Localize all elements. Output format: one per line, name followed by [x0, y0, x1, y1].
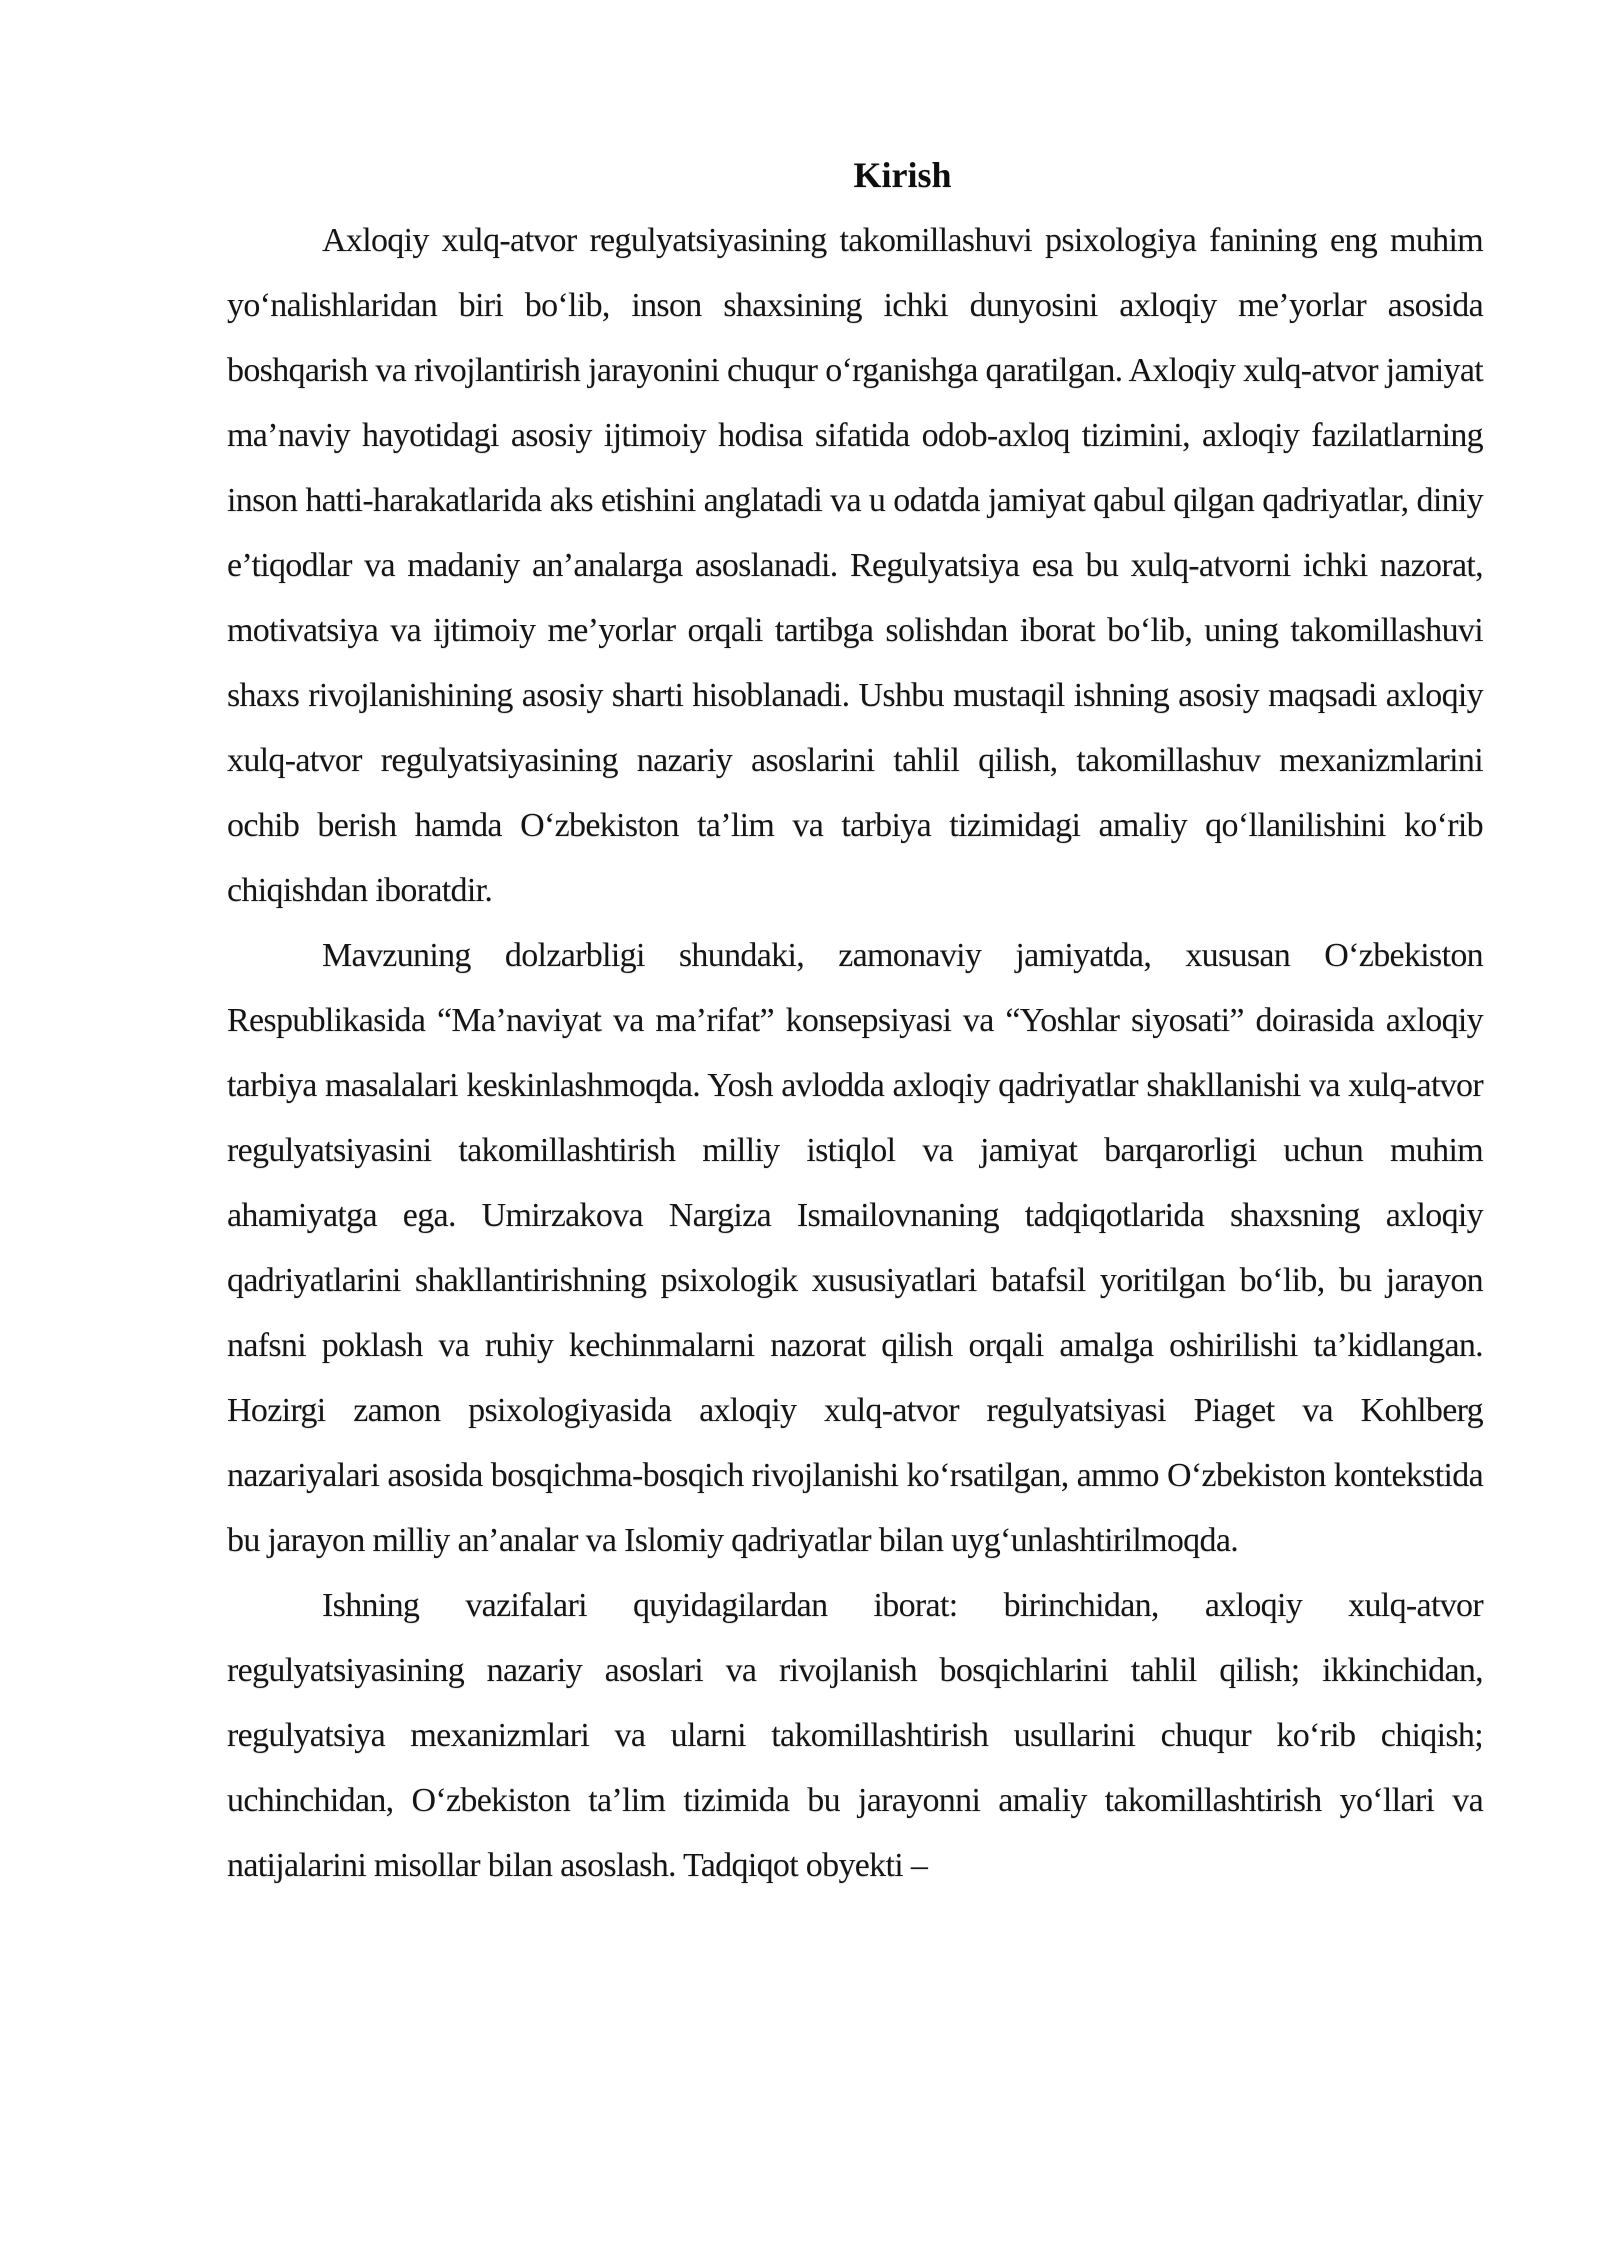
- paragraph-tasks: Ishning vazifalari quyidagilardan iborat: birinchidan, axloqiy xulq-atvor regulyatsiyasining nazariy asoslari va rivojlanish bosqichlarini tahlil qilish; ikkinchidan, regulyatsiya mexanizmlari va ularni takomillashtirish usullarini chuqur ko‘rib chiqish; uchinchidan, O‘zbekiston ta’lim tizimida bu jarayonni amaliy takomillashtirish yo‘llari va natijalarini misollar bilan asoslash. Tadqiqot obyekti –: [227, 1587, 1483, 1884]
- section-title: Kirish: [853, 155, 952, 195]
- text-block: [227, 143, 1483, 1898]
- paragraph-relevance: Mavzuning dolzarbligi shundaki, zamonaviy jamiyatda, xususan O‘zbekiston Respublikasida “Ma’naviyat va ma’rifat” konsepsiyasi va “Yoshlar siyosati” doirasida axloqiy tarbiya masalalari keskinlashmoqda. Yosh avlodda axloqiy qadriyatlar shakllanishi va xulq-atvor regulyatsiyasini takomillashtirish milliy istiqlol va jamiyat barqarorligi uchun muhim ahamiyatga ega. Umirzakova Nargiza Ismailovnaning tadqiqotlarida shaxsning axloqiy qadriyatlarini shakllantirishning psixologik xususiyatlari batafsil yoritilgan bo‘lib, bu jarayon nafsni poklash va ruhiy kechinmalarni nazorat qilish orqali amalga oshirilishi ta’kidlangan. Hozirgi zamon psixologiyasida axloqiy xulq-atvor regulyatsiyasi Piaget va Kohlberg nazariyalari asosida bosqichma-bosqich rivojlanishi ko‘rsatilgan, ammo O‘zbekiston kontekstida bu jarayon milliy an’analar va Islomiy qadriyatlar bilan uyg‘unlashtirilmoqda.: [227, 937, 1483, 1559]
- paragraph-introduction: Axloqiy xulq-atvor regulyatsiyasining takomillashuvi psixologiya fanining eng muhim yo‘nalishlaridan biri bo‘lib, inson shaxsining ichki dunyosini axloqiy me’yorlar asosida boshqarish va rivojlantirish jarayonini chuqur o‘rganishga qaratilgan. Axloqiy xulq-atvor jamiyat ma’naviy hayotidagi asosiy ijtimoiy hodisa sifatida odob-axloq tizimini, axloqiy fazilatlarning inson hatti-harakatlarida aks etishini anglatadi va u odatda jamiyat qabul qilgan qadriyatlar, diniy e’tiqodlar va madaniy an’analarga asoslanadi. Regulyatsiya esa bu xulq-atvorni ichki nazorat, motivatsiya va ijtimoiy me’yorlar orqali tartibga solishdan iborat bo‘lib, uning takomillashuvi shaxs rivojlanishining asosiy sharti hisoblanadi. Ushbu mustaqil ishning asosiy maqsadi axloqiy xulq-atvor regulyatsiyasining nazariy asoslarini tahlil qilish, takomillashuv mexanizmlarini ochib berish hamda O‘zbekiston ta’lim va tarbiya tizimidagi amaliy qo‘llanilishini ko‘rib chiqishdan iboratdir.: [227, 222, 1483, 909]
